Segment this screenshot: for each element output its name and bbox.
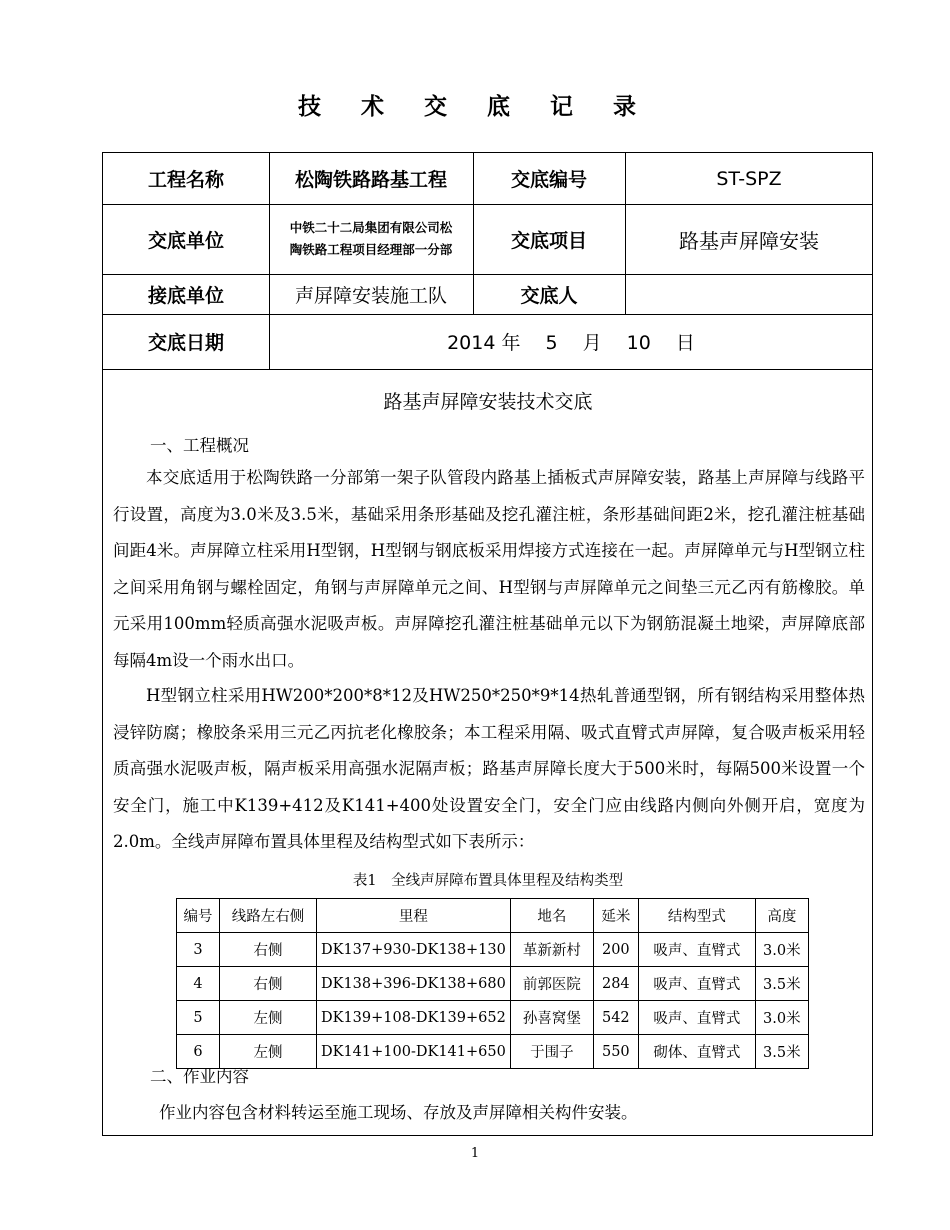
table-cell: 3.0米 [755, 933, 808, 967]
table-header-cell: 结构型式 [638, 899, 755, 933]
table-cell: DK137+930-DK138+130 [317, 933, 511, 967]
table-cell: 右侧 [220, 933, 317, 967]
table-row [177, 1035, 809, 1069]
table-cell: 200 [593, 933, 638, 967]
table-row [177, 933, 809, 967]
table-cell: 砌体、直臂式 [638, 1035, 755, 1069]
table-header-cell: 地名 [510, 899, 593, 933]
item-label: 交底项目 [510, 229, 587, 252]
person-value [625, 274, 873, 314]
table-header-cell: 高度 [755, 899, 808, 933]
table-header-cell: 里程 [317, 899, 511, 933]
project-name-label: 工程名称 [147, 169, 224, 191]
date-label: 交底日期 [147, 332, 224, 354]
table-cell: 于围子 [510, 1035, 593, 1069]
table-cell: 前郭医院 [510, 967, 593, 1001]
table-header-row [177, 899, 809, 933]
receiver-value: 声屏障安装施工队 [294, 284, 447, 307]
table-header-cell: 延米 [593, 899, 638, 933]
table-cell: 550 [593, 1035, 638, 1069]
project-name-value: 松陶铁路路基工程 [294, 169, 447, 191]
unit-value [269, 204, 473, 274]
table-cell: 3.0米 [755, 1001, 808, 1035]
table-cell: 吸声、直臂式 [638, 1001, 755, 1035]
table-cell: 3.5米 [755, 1035, 808, 1069]
document-title: 技 术 交 底 记 录 [297, 94, 653, 120]
record-frame [102, 152, 873, 1136]
table-caption: 表1 全线声屏障布置具体里程及结构类型 [352, 873, 624, 889]
table-cell: 4 [177, 967, 220, 1001]
paragraph: H型钢立柱采用HW200*200*8*12及HW250*250*9*14热轧普通型钢，所有钢结构采用整体热浸锌防腐；橡胶条采用三元乙丙抗老化橡胶条；本工程采用隔、吸式直臂式声屏障，复合吸声板采用轻质高强水泥吸声板，隔声板采用高强水泥隔声板；路基声屏障长度大于500米时，每隔500米设置一个安全门，施工中K139+412及K141+400处设置安全门，安全门应由线路内侧向外侧开启，宽度为2.0m。全线声屏障布置具体里程及结构型式如下表所示： [113, 686, 865, 851]
item-value: 路基声屏障安装 [679, 228, 819, 253]
section-title: 二、作业内容 [150, 1067, 249, 1086]
receiver-label: 接底单位 [147, 284, 224, 307]
code-value: ST-SPZ [716, 167, 782, 190]
table-cell: 3.5米 [755, 967, 808, 1001]
page-number: 1 [470, 1146, 480, 1161]
table-cell: DK141+100-DK141+650 [317, 1035, 511, 1069]
table-cell: 革新新村 [510, 933, 593, 967]
table-row [177, 1001, 809, 1035]
table-cell: DK138+396-DK138+680 [317, 967, 511, 1001]
barrier-table [176, 898, 809, 1069]
table-cell: DK139+108-DK139+652 [317, 1001, 511, 1035]
unit-line: 中铁二十二局集团有限公司松 [289, 220, 453, 235]
table-cell: 6 [177, 1035, 220, 1069]
table-cell: 284 [593, 967, 638, 1001]
table-header-cell: 编号 [177, 899, 220, 933]
table-cell: 542 [593, 1001, 638, 1035]
table-cell: 孙喜窝堡 [510, 1001, 593, 1035]
table-row [177, 967, 809, 1001]
table-cell: 3 [177, 933, 220, 967]
table-cell: 右侧 [220, 967, 317, 1001]
unit-line: 陶铁路工程项目经理部一分部 [289, 242, 453, 257]
table-cell: 吸声、直臂式 [638, 967, 755, 1001]
table-cell: 左侧 [220, 1001, 317, 1035]
content-heading: 路基声屏障安装技术交底 [383, 391, 593, 413]
code-label: 交底编号 [510, 169, 587, 191]
person-label: 交底人 [520, 284, 578, 307]
table-header-cell: 线路左右侧 [220, 899, 317, 933]
date-value: 2014 年 5 月 10 日 [447, 332, 695, 354]
table-cell: 5 [177, 1001, 220, 1035]
paragraph: 本交底适用于松陶铁路一分部第一架子队管段内路基上插板式声屏障安装，路基上声屏障与线路平行设置，高度为3.0米及3.5米，基础采用条形基础及挖孔灌注桩，条形基础间距2米，挖孔灌注桩基础间距4米。声屏障立柱采用H型钢，H型钢与钢底板采用焊接方式连接在一起。声屏障单元与H型钢立柱之间采用角钢与螺栓固定，角钢与声屏障单元之间、H型钢与声屏障单元之间垫三元乙丙有筋橡胶。单元采用100mm轻质高强水泥吸声板。声屏障挖孔灌注桩基础单元以下为钢筋混凝土地梁，声屏障底部每隔4m设一个雨水出口。 [113, 468, 865, 670]
table-cell: 左侧 [220, 1035, 317, 1069]
grid-line [103, 369, 872, 370]
paragraph: 作业内容包含材料转运至施工现场、存放及声屏障相关构件安装。 [159, 1103, 638, 1122]
unit-label: 交底单位 [147, 229, 224, 252]
section-title: 一、工程概况 [150, 436, 249, 455]
table-cell: 吸声、直臂式 [638, 933, 755, 967]
